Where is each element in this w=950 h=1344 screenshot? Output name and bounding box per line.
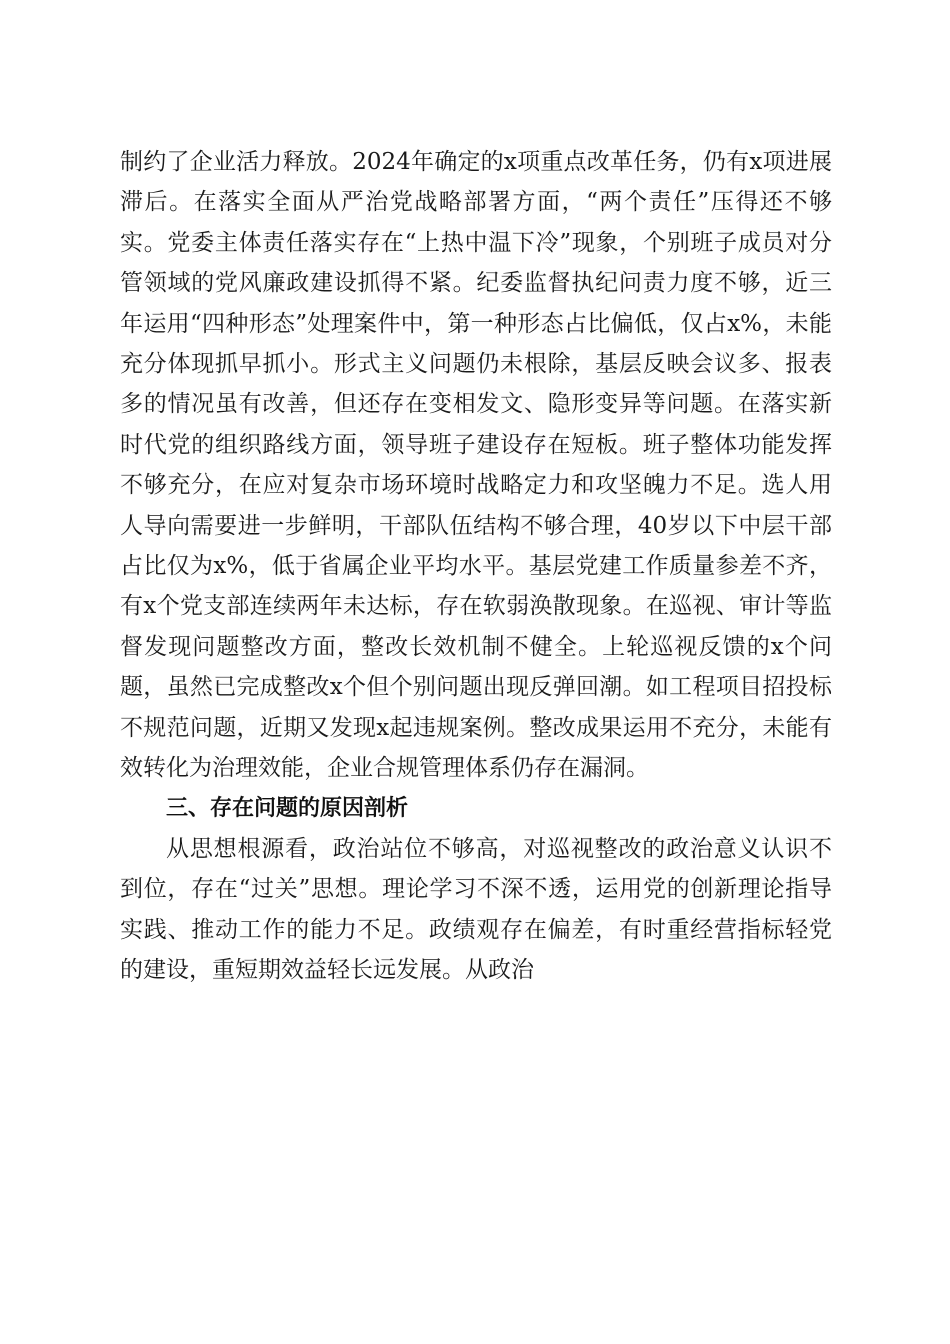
body-paragraph-continued: 制约了企业活力释放。2024年确定的x项重点改革任务，仍有x项进展滞后。在落实全面从严治党战略部署方面，“两个责任”压得还不够实。党委主体责任落实存在“上热中温下冷”现象，个别班子成员对分管领域的党风廉政建设抓得不紧。纪委监督执纪问责力度不够，近三年运用“四种形态”处理案件中，第一种形态占比偏低，仅占x%，未能充分体现抓早抓小。形式主义问题仍未根除，基层反映会议多、报表多的情况虽有改善，但还存在变相发文、隐形变异等问题。在落实新时代党的组织路线方面，领导班子建设存在短板。班子整体功能发挥不够充分，在应对复杂市场环境时战略定力和攻坚魄力不足。选人用人导向需要进一步鲜明，干部队伍结构不够合理，40岁以下中层干部占比仅为x%，低于省属企业平均水平。基层党建工作质量参差不齐，有x个党支部连续两年未达标，存在软弱涣散现象。在巡视、审计等监督发现问题整改方面，整改长效机制不健全。上轮巡视反馈的x个问题，虽然已完成整改x个但个别问题出现反弹回潮。如工程项目招投标不规范问题，近期又发现x起违规案例。整改成果运用不充分，未能有效转化为治理效能，企业合规管理体系仍存在漏洞。 (120, 149, 832, 782)
document-body (120, 142, 832, 991)
body-paragraph: 从思想根源看，政治站位不够高，对巡视整改的政治意义认识不到位，存在“过关”思想。理论学习不深不透，运用党的创新理论指导实践、推动工作的能力不足。政绩观存在偏差，有时重经营指标轻党的建设，重短期效益轻长远发展。从政治 (120, 835, 832, 984)
section-heading: 三、存在问题的原因剖析 (166, 795, 409, 821)
